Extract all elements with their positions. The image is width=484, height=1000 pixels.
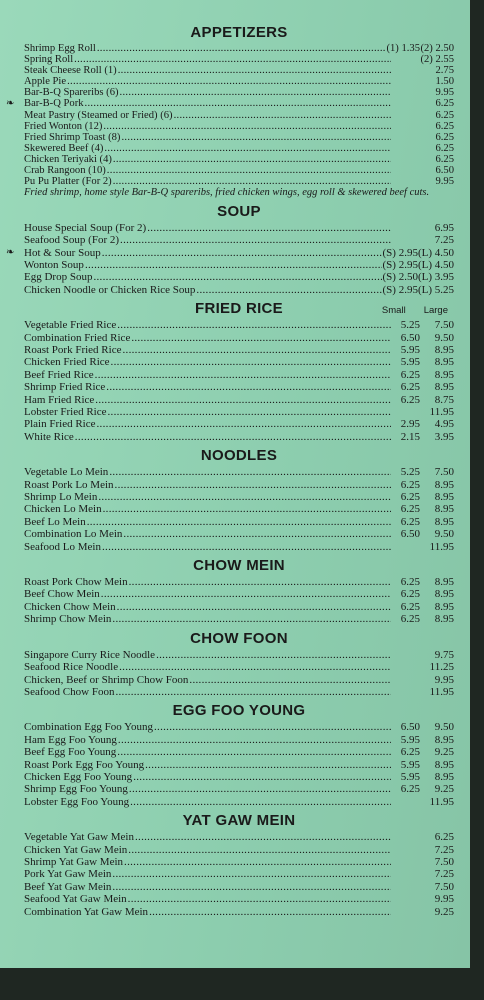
price-large: 8.95: [434, 478, 454, 491]
price-small: 6.50: [400, 721, 420, 734]
item-name: Shrimp Yat Gaw Mein: [24, 855, 124, 868]
price-small: 5.25: [400, 466, 420, 479]
price-small: 6.25: [400, 478, 420, 491]
section-title: SOUP: [217, 202, 261, 220]
price-large: 11.25: [429, 661, 454, 674]
price-large: 6.95: [434, 221, 454, 234]
dot-leader: [87, 516, 391, 528]
menu-item-row: [24, 406, 454, 418]
item-name: Combination Lo Mein: [24, 528, 123, 541]
item-name: Seafood Yat Gaw Mein: [24, 893, 127, 906]
item-name: Ham Fried Rice: [24, 393, 95, 406]
item-name: Bar-B-Q Spareribs (6): [24, 87, 119, 99]
price-large: 6.25: [435, 120, 454, 132]
section-chow-mein: [24, 557, 454, 626]
price-large: 3.95: [434, 430, 454, 443]
price-large: 8.95: [434, 600, 454, 613]
price-large: 8.95: [434, 381, 454, 394]
menu-item-row: [24, 65, 454, 76]
menu-item-row: [24, 893, 454, 905]
item-name: Roast Pork Fried Rice: [24, 343, 122, 356]
dot-leader: [95, 394, 391, 406]
item-list: [24, 831, 454, 918]
dot-leader: [174, 110, 391, 121]
dot-leader: [85, 259, 382, 271]
dot-leader: [106, 381, 391, 393]
menu-item-row: [24, 844, 454, 856]
price-large: (2) 2.55: [420, 54, 454, 66]
section-fried-rice: [24, 300, 454, 443]
menu-item-row: [24, 746, 454, 758]
price-large: 8.95: [434, 576, 454, 589]
item-name: Fried Wonton (12): [24, 120, 103, 132]
dot-leader: [95, 369, 391, 381]
price-small: 5.25: [400, 319, 420, 332]
section-noodles: [24, 447, 454, 553]
item-name: Egg Drop Soup: [24, 271, 93, 284]
platter-description: Fried shrimp, home style Bar-B-Q spareribs, fried chicken wings, egg roll & skewered beef cuts.: [24, 187, 430, 199]
dot-leader: [124, 856, 391, 868]
price-large: 8.95: [434, 503, 454, 516]
menu-item-row: [24, 381, 454, 393]
menu-item-row: [24, 259, 454, 271]
price-large: 7.50: [434, 466, 454, 479]
price-large: 9.25: [434, 905, 454, 918]
item-name: Hot & Sour Soup: [24, 246, 101, 259]
menu-item-row: [24, 783, 454, 795]
price-small: 6.25: [400, 503, 420, 516]
dot-leader: [102, 247, 382, 259]
dot-leader: [122, 344, 391, 356]
menu-item-row: [24, 154, 454, 165]
price-large: 6.50: [435, 165, 454, 177]
item-name: Shrimp Egg Roll: [24, 43, 96, 54]
item-name: Bar-B-Q Pork: [24, 98, 84, 110]
dot-leader: [113, 154, 391, 165]
price-large: 8.95: [434, 356, 454, 369]
section-appetizers: [6, 24, 454, 199]
menu-item-row: [24, 284, 454, 296]
price-large: 6.25: [435, 131, 454, 143]
price-large: 8.75: [434, 393, 454, 406]
menu-item-row: [24, 661, 454, 673]
item-name: Vegetable Lo Mein: [24, 466, 109, 479]
menu-item-row: [24, 601, 454, 613]
menu-item-row: [24, 576, 454, 588]
item-name: Vegetable Fried Rice: [24, 319, 117, 332]
menu-item-row: [24, 43, 454, 54]
menu-item-row: [24, 466, 454, 478]
item-name: Beef Lo Mein: [24, 515, 86, 528]
item-name: House Special Soup (For 2): [24, 221, 147, 234]
item-name: Chicken, Beef or Shrimp Chow Foon: [24, 673, 189, 686]
menu-item-row: [24, 87, 454, 98]
price-large: 9.95: [434, 893, 454, 906]
menu-item-row: [24, 222, 454, 234]
item-name: Lobster Fried Rice: [24, 406, 107, 418]
section-chow-foon: [24, 630, 454, 699]
menu-item-row: [24, 541, 454, 553]
price-large: 1.50: [435, 76, 454, 88]
menu-item-row: [24, 121, 454, 132]
price-small: 6.25: [400, 368, 420, 381]
price-small: 6.25: [400, 491, 420, 504]
item-name: Pork Yat Gaw Mein: [24, 868, 112, 881]
menu-item-row: [24, 831, 454, 843]
dot-leader: [75, 431, 391, 443]
section-title: CHOW FOON: [190, 629, 288, 647]
menu-item-row: [24, 394, 454, 406]
item-name: Chicken Chow Mein: [24, 600, 116, 613]
menu-item-row: [24, 479, 454, 491]
section-title: CHOW MEIN: [193, 557, 285, 575]
item-list: [24, 319, 454, 443]
item-name: Combination Fried Rice: [24, 331, 131, 344]
dot-leader: [129, 576, 391, 588]
price-small: 6.25: [400, 600, 420, 613]
price-small: 6.25: [400, 613, 420, 626]
section-title: FRIED RICE: [194, 300, 283, 318]
menu-item-row: [24, 76, 454, 87]
menu-item-row: [24, 516, 454, 528]
dot-leader: [118, 734, 391, 746]
item-name: Shrimp Chow Mein: [24, 613, 112, 626]
dot-leader: [107, 406, 391, 418]
spicy-marker-icon: ❧: [6, 246, 15, 258]
price-large: 7.50: [434, 880, 454, 893]
item-name: Ham Egg Foo Young: [24, 733, 117, 746]
dot-leader: [130, 796, 391, 808]
price-small: (S) 2.95: [382, 258, 418, 271]
dot-leader: [129, 783, 391, 795]
price-small: (1) 1.35: [386, 43, 420, 54]
price-large: 9.95: [434, 673, 454, 686]
price-large: 7.50: [434, 319, 454, 332]
item-name: Crab Rangoon (10): [24, 165, 106, 177]
price-large: (L) 4.50: [417, 258, 454, 271]
dot-leader: [119, 661, 391, 673]
dot-leader: [128, 893, 391, 905]
price-small: 2.15: [400, 430, 420, 443]
menu-item-row: [24, 369, 454, 381]
dot-leader: [120, 234, 391, 246]
dot-leader: [196, 284, 381, 296]
dot-leader: [107, 165, 391, 176]
price-large: 11.95: [429, 540, 454, 553]
item-name: Vegetable Yat Gaw Mein: [24, 831, 134, 844]
item-name: Chicken Fried Rice: [24, 356, 110, 369]
price-small: (S) 2.50: [382, 271, 418, 284]
item-name: Beef Fried Rice: [24, 368, 94, 381]
price-small: 5.95: [400, 758, 420, 771]
dot-leader: [135, 831, 391, 843]
item-name: Singapore Curry Rice Noodle: [24, 648, 156, 661]
dot-leader: [74, 54, 391, 65]
dot-leader: [120, 87, 391, 98]
price-large: 9.75: [434, 648, 454, 661]
dot-leader: [133, 771, 391, 783]
item-name: Beef Chow Mein: [24, 588, 100, 601]
menu-item-row: [24, 143, 454, 154]
item-name: Plain Fried Rice: [24, 418, 96, 431]
item-name: Chicken Teriyaki (4): [24, 153, 112, 165]
spicy-marker-icon: ❧: [6, 98, 15, 110]
menu-item-row: [24, 234, 454, 246]
section-soup: [6, 202, 454, 296]
menu-item-row: [24, 271, 454, 283]
item-name: Roast Pork Chow Mein: [24, 576, 128, 589]
price-small: 2.95: [400, 418, 420, 431]
price-large: 11.95: [429, 406, 454, 418]
dot-leader: [98, 491, 391, 503]
price-small: (S) 2.95: [382, 246, 418, 259]
price-large: 8.95: [434, 588, 454, 601]
item-name: Shrimp Lo Mein: [24, 491, 98, 504]
dot-leader: [111, 356, 391, 368]
item-name: Beef Egg Foo Young: [24, 746, 117, 759]
item-name: Spring Roll: [24, 54, 74, 66]
menu-item-row: [24, 686, 454, 698]
menu-item-row: [24, 721, 454, 733]
item-name: Lobster Egg Foo Young: [24, 795, 130, 808]
dot-leader: [149, 906, 391, 918]
price-large: 7.50: [434, 855, 454, 868]
price-large: 6.25: [435, 98, 454, 110]
item-list: [6, 221, 454, 296]
dot-leader: [154, 721, 391, 733]
price-small: 5.95: [400, 343, 420, 356]
price-large: 6.25: [435, 109, 454, 121]
menu-item-row: [24, 881, 454, 893]
item-name: Meat Pastry (Steamed or Fried) (6): [24, 109, 173, 121]
price-small: 5.95: [400, 770, 420, 783]
price-large: 9.50: [434, 331, 454, 344]
section-yat-gaw-mein: [24, 812, 454, 918]
price-large: 7.25: [434, 843, 454, 856]
item-name: Chicken Egg Foo Young: [24, 770, 133, 783]
menu-item-row: [24, 759, 454, 771]
item-name: Chicken Yat Gaw Mein: [24, 843, 128, 856]
dot-leader: [117, 601, 391, 613]
item-list: [24, 576, 454, 626]
menu-item-row: [24, 332, 454, 344]
price-small: 6.50: [400, 528, 420, 541]
menu-item-row: [6, 98, 454, 110]
dot-leader: [109, 466, 391, 478]
dot-leader: [117, 319, 391, 331]
large-label: Large: [423, 305, 448, 317]
section-egg-foo-young: [24, 702, 454, 808]
price-large: 7.25: [434, 234, 454, 247]
price-large: 4.95: [434, 418, 454, 431]
dot-leader: [67, 76, 391, 87]
item-name: Wonton Soup: [24, 258, 84, 271]
menu-item-row: [24, 132, 454, 143]
price-large: 6.25: [434, 831, 454, 844]
price-large: (L) 5.25: [417, 283, 454, 296]
dot-leader: [112, 881, 391, 893]
price-small: 5.95: [400, 733, 420, 746]
item-name: Chicken Noodle or Chicken Rice Soup: [24, 283, 196, 296]
item-name: Beef Yat Gaw Mein: [24, 880, 112, 893]
price-small: 6.25: [400, 588, 420, 601]
dot-leader: [115, 479, 391, 491]
price-large: 9.50: [434, 528, 454, 541]
item-name: Roast Pork Lo Mein: [24, 478, 114, 491]
item-name: Roast Pork Egg Foo Young: [24, 758, 145, 771]
item-list: [24, 721, 454, 808]
dot-leader: [147, 222, 391, 234]
menu-item-row: [24, 54, 454, 65]
item-name: Seafood Chow Foon: [24, 685, 115, 698]
section-title: EGG FOO YOUNG: [172, 702, 306, 720]
menu-item-row: [24, 319, 454, 331]
menu-item-row: [24, 588, 454, 600]
price-large: 8.95: [434, 758, 454, 771]
price-large: 8.95: [434, 733, 454, 746]
dot-leader: [112, 613, 391, 625]
menu-item-row: [24, 906, 454, 918]
price-large: 8.95: [434, 368, 454, 381]
price-small: (S) 2.95: [382, 283, 418, 296]
dot-leader: [117, 746, 391, 758]
dot-leader: [118, 65, 391, 76]
dot-leader: [101, 588, 391, 600]
dot-leader: [102, 541, 391, 553]
price-large: 9.50: [434, 721, 454, 734]
menu-item-row: [24, 734, 454, 746]
price-small: 6.25: [400, 381, 420, 394]
dot-leader: [123, 528, 391, 540]
menu-item-row: [24, 528, 454, 540]
price-small: 6.25: [400, 576, 420, 589]
menu-item-row: [24, 856, 454, 868]
dot-leader: [93, 271, 381, 283]
menu-item-row: [6, 246, 454, 259]
item-name: White Rice: [24, 430, 74, 443]
menu-item-row: [24, 491, 454, 503]
menu-item-row: [24, 796, 454, 808]
item-name: Seafood Rice Noodle: [24, 661, 119, 674]
item-name: Chicken Lo Mein: [24, 503, 102, 516]
menu-item-row: [24, 356, 454, 368]
price-small: 6.25: [400, 746, 420, 759]
price-large: 11.95: [429, 685, 454, 698]
menu-item-row: [24, 771, 454, 783]
menu-item-row: [24, 344, 454, 356]
item-name: Combination Egg Foo Young: [24, 721, 153, 734]
price-large: (L) 4.50: [417, 246, 454, 259]
price-large: 6.25: [435, 153, 454, 165]
price-large: 2.75: [435, 65, 454, 77]
menu-item-row: [24, 110, 454, 121]
price-large: 8.95: [434, 343, 454, 356]
dot-leader: [121, 132, 391, 143]
menu-item-row: [24, 503, 454, 515]
item-list: [24, 649, 454, 699]
item-name: Steak Cheese Roll (1): [24, 65, 117, 77]
price-large: 8.95: [434, 491, 454, 504]
price-large: 9.95: [435, 176, 454, 188]
small-label: Small: [381, 305, 406, 317]
item-list: [24, 466, 454, 553]
price-small: 6.50: [400, 331, 420, 344]
price-large: 8.95: [434, 613, 454, 626]
dot-leader: [97, 43, 386, 54]
item-name: Shrimp Fried Rice: [24, 381, 106, 394]
price-large: 11.95: [429, 795, 454, 808]
item-name: Fried Shrimp Toast (8): [24, 131, 121, 143]
dot-leader: [131, 332, 391, 344]
menu-item-row: [24, 868, 454, 880]
price-large: 8.95: [434, 770, 454, 783]
dot-leader: [103, 121, 391, 132]
item-list: [6, 43, 454, 188]
menu-item-row: [24, 176, 454, 187]
item-name: Shrimp Egg Foo Young: [24, 783, 128, 796]
price-small: 5.95: [400, 356, 420, 369]
price-small: 6.25: [400, 393, 420, 406]
price-small: 6.25: [400, 783, 420, 796]
dot-leader: [103, 503, 391, 515]
dot-leader: [156, 649, 391, 661]
price-large: 8.95: [434, 515, 454, 528]
dot-leader: [128, 844, 391, 856]
price-large: 7.25: [434, 868, 454, 881]
dot-leader: [113, 176, 391, 187]
price-large: 6.25: [435, 142, 454, 154]
dot-leader: [189, 674, 391, 686]
price-small: 6.25: [400, 515, 420, 528]
menu-item-row: [24, 431, 454, 443]
dot-leader: [115, 686, 391, 698]
item-name: Combination Yat Gaw Mein: [24, 905, 149, 918]
price-large: 9.95: [435, 87, 454, 99]
item-name: Skewered Beef (4): [24, 142, 104, 154]
item-name: Seafood Lo Mein: [24, 540, 101, 553]
menu-item-row: [24, 613, 454, 625]
dot-leader: [104, 143, 391, 154]
item-name: Pu Pu Platter (For 2): [24, 176, 112, 188]
price-large: (L) 3.95: [417, 271, 454, 284]
dot-leader: [85, 98, 391, 109]
item-name: Apple Pie: [24, 76, 67, 88]
section-title: NOODLES: [200, 447, 278, 465]
section-title: YAT GAW MEIN: [182, 812, 296, 830]
dot-leader: [112, 868, 391, 880]
section-title: APPETIZERS: [190, 24, 288, 41]
menu-item-row: [24, 674, 454, 686]
dot-leader: [97, 418, 392, 430]
menu-item-row: [24, 649, 454, 661]
menu-item-row: [24, 165, 454, 176]
item-name: Seafood Soup (For 2): [24, 234, 120, 247]
menu-item-row: [24, 418, 454, 430]
price-large: 9.25: [434, 746, 454, 759]
price-large: (2) 2.50: [420, 43, 454, 54]
dot-leader: [145, 759, 391, 771]
price-large: 9.25: [434, 783, 454, 796]
